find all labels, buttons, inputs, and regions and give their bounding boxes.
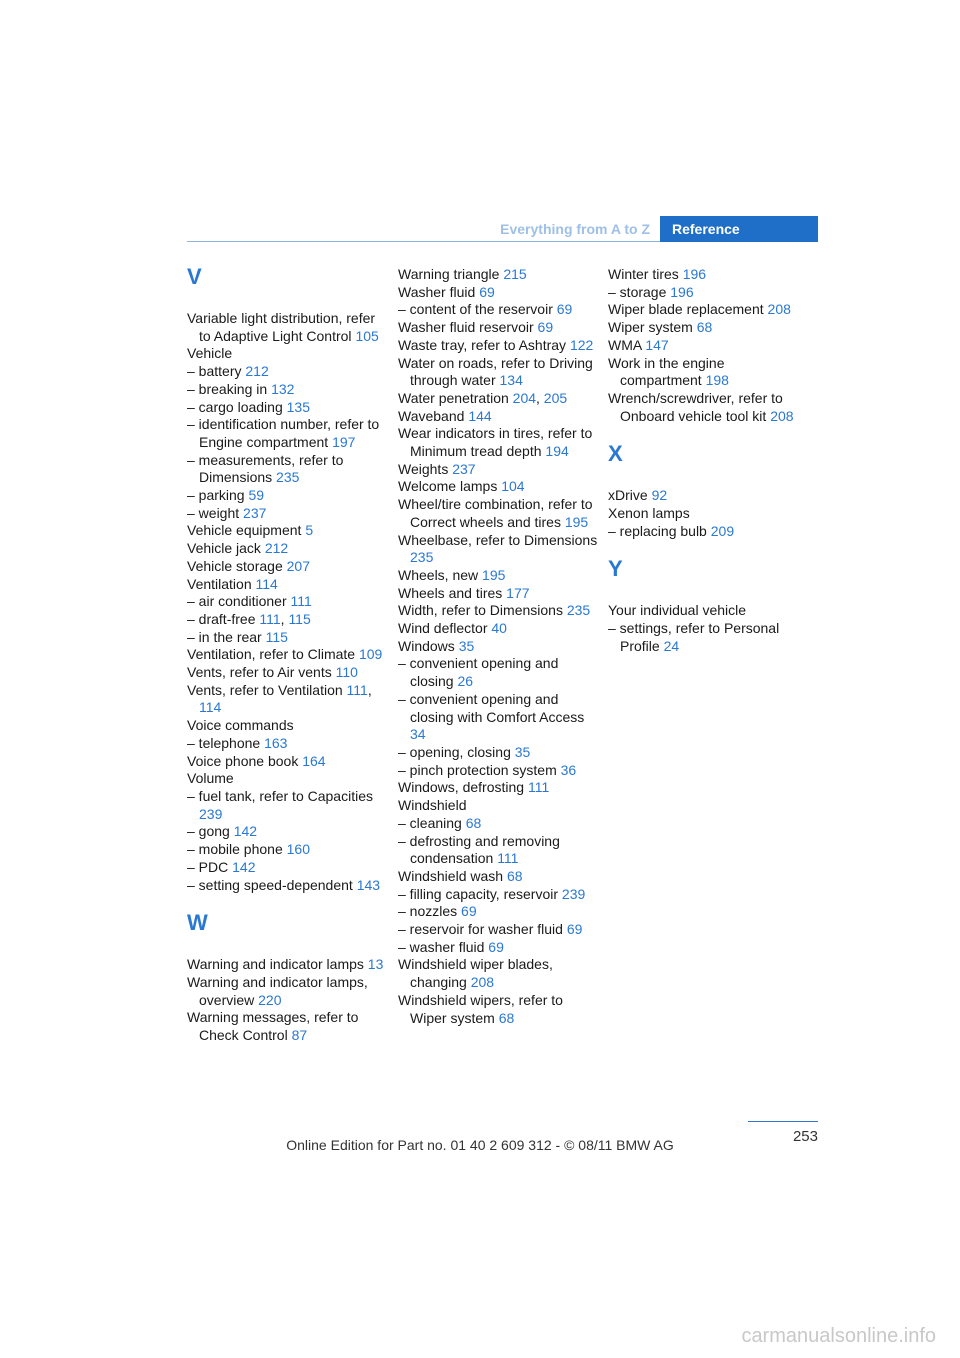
index-term: Variable light distribution, refer to Adaptive Light Control	[187, 310, 376, 344]
page-link[interactable]: 111	[290, 593, 312, 610]
index-column-2	[398, 266, 598, 1027]
watermark: carmanualsonline.info	[741, 1325, 936, 1347]
footer-rule	[748, 1121, 818, 1122]
page-link[interactable]: 26	[457, 673, 474, 690]
page-link[interactable]: 198	[705, 372, 729, 389]
page-link[interactable]: 142	[232, 858, 256, 875]
index-term: – cleaning	[398, 814, 462, 831]
index-term: Washer fluid reservoir	[398, 319, 534, 336]
index-entry	[187, 646, 387, 664]
page-link[interactable]: 220	[258, 991, 282, 1008]
index-term: Volume	[187, 770, 234, 787]
page-number: 253	[792, 1128, 818, 1145]
index-term: – defrosting and removing condensation	[398, 832, 560, 867]
index-term: – settings, refer to Personal Profile	[608, 620, 780, 654]
index-entry	[187, 593, 387, 611]
index-term: – filling capacity, reservoir	[398, 885, 559, 902]
index-term: – air conditioner	[187, 593, 287, 610]
index-term: Wheels, new	[398, 566, 479, 583]
index-entry	[398, 655, 598, 690]
page-link[interactable]: 147	[645, 336, 669, 353]
index-entry	[398, 620, 598, 638]
index-term: – convenient opening and closing with Comfort Access	[398, 690, 585, 725]
index-term: Windshield wash	[398, 867, 504, 884]
index-term: – pinch protection system	[398, 761, 557, 778]
index-term: – battery	[187, 363, 242, 380]
index-entry	[398, 797, 598, 815]
index-term: Welcome lamps	[398, 478, 498, 495]
page-link[interactable]: 208	[470, 974, 495, 991]
index-term: – telephone	[187, 734, 261, 751]
header-reference-tab: Reference	[660, 216, 818, 242]
index-term: Ventilation, refer to Climate	[187, 646, 356, 663]
index-entry	[398, 956, 598, 991]
index-entry	[398, 638, 598, 656]
index-term: – washer fluid	[398, 938, 485, 955]
index-entry	[398, 921, 598, 939]
index-entry	[187, 823, 387, 841]
index-entry	[608, 602, 808, 620]
index-entry	[398, 319, 598, 337]
page-link[interactable]: 68	[465, 814, 482, 831]
index-entry	[398, 496, 598, 531]
page-link[interactable]: 207	[286, 557, 310, 574]
page-link[interactable]: 132	[271, 380, 295, 397]
page-link[interactable]: 215	[503, 266, 527, 282]
edition-note: Online Edition for Part no. 01 40 2 609 312 - © 08/11 BMW AG	[286, 1137, 674, 1153]
index-entry	[187, 974, 387, 1009]
index-term: Windows	[398, 637, 455, 654]
page-link[interactable]: 208	[770, 407, 794, 424]
section-letter: V	[187, 264, 202, 289]
index-entry	[608, 319, 808, 337]
page-link[interactable]: 59	[248, 487, 265, 504]
index-entry	[608, 301, 808, 319]
index-entry	[187, 505, 387, 523]
index-entry	[187, 629, 387, 647]
index-term: – measurements, refer to Dimensions	[187, 451, 344, 486]
page-link[interactable]: 5	[305, 522, 314, 539]
index-term: Warning and indicator lamps	[187, 956, 364, 973]
index-entry	[187, 770, 387, 788]
index-term: Water penetration	[398, 389, 509, 406]
page-link[interactable]: 195	[482, 566, 506, 583]
page-link[interactable]: 235	[276, 469, 300, 486]
index-term: – content of the reservoir	[398, 301, 553, 318]
page-link[interactable]: 143	[356, 876, 381, 893]
index-entry	[187, 558, 387, 576]
page-link[interactable]: 194	[545, 443, 569, 460]
index-entry	[398, 992, 598, 1027]
index-term: – setting speed-dependent	[187, 876, 353, 893]
index-entry	[398, 408, 598, 426]
index-term: Width, refer to Dimensions	[398, 602, 563, 619]
page-link[interactable]: 35	[514, 743, 531, 760]
page-separator: ,	[280, 610, 285, 627]
index-term: Winter tires	[608, 266, 679, 282]
index-entry	[187, 611, 387, 629]
index-entry	[187, 345, 387, 363]
page-link[interactable]: 111	[259, 610, 281, 627]
page-link[interactable]: 36	[560, 761, 577, 778]
index-term: – opening, closing	[398, 743, 511, 760]
index-entry	[187, 381, 387, 399]
index-term: Windows, defrosting	[398, 779, 525, 796]
index-term: Warning and indicator lamps, overview	[187, 973, 368, 1008]
page-link[interactable]: 68	[498, 1009, 515, 1026]
page-link[interactable]: 212	[245, 363, 269, 380]
index-entry	[187, 399, 387, 417]
page-link[interactable]: 111	[497, 850, 519, 867]
page-link[interactable]: 111	[346, 681, 368, 698]
page-link[interactable]: 69	[488, 938, 504, 955]
index-column-1	[187, 266, 387, 1045]
page-link[interactable]: 68	[506, 867, 523, 884]
index-term: – convenient opening and closing	[398, 655, 559, 690]
page-link[interactable]: 144	[468, 407, 492, 424]
page-separator: ,	[536, 389, 540, 406]
index-entry	[398, 762, 598, 780]
index-term: – storage	[608, 283, 667, 300]
page-link[interactable]: 109	[358, 646, 383, 663]
page-link[interactable]: 35	[458, 637, 475, 654]
page-link[interactable]: 69	[537, 319, 554, 336]
index-term: Weights	[398, 460, 449, 477]
header-section-title: Everything from A to Z	[500, 221, 650, 237]
page-link[interactable]: 235	[410, 549, 434, 566]
index-entry	[398, 425, 598, 460]
index-entry	[398, 478, 598, 496]
page-link[interactable]: 160	[286, 841, 310, 858]
index-term: – weight	[187, 504, 240, 521]
index-entry	[608, 266, 808, 284]
page-link[interactable]: 69	[461, 903, 477, 920]
index-term: – nozzles	[398, 903, 458, 920]
index-term: – PDC	[187, 858, 229, 875]
index-entry	[398, 779, 598, 797]
index-term: Vehicle equipment	[187, 522, 302, 539]
page-link[interactable]: 142	[233, 823, 258, 840]
index-term: Wind deflector	[398, 620, 488, 637]
index-term: – gong	[187, 823, 230, 840]
index-entry	[187, 753, 387, 771]
section-letter: Y	[608, 556, 623, 582]
index-entry	[398, 284, 598, 302]
index-entry	[187, 363, 387, 381]
index-entry	[398, 390, 598, 408]
index-term: Vents, refer to Ventilation	[187, 681, 343, 698]
page-link[interactable]: 196	[682, 266, 707, 282]
index-entry	[608, 620, 808, 655]
index-entry	[608, 505, 808, 523]
page-link[interactable]: 164	[302, 752, 326, 769]
section-letter: W	[187, 910, 208, 936]
index-term: Warning triangle	[398, 266, 500, 282]
index-entry	[608, 284, 808, 302]
page-link[interactable]: 69	[479, 283, 495, 300]
index-entry	[398, 585, 598, 603]
index-term: Voice phone book	[187, 752, 299, 769]
page-link[interactable]: 114	[199, 699, 222, 716]
index-term: Vehicle jack	[187, 540, 261, 557]
index-term: – replacing bulb	[608, 522, 707, 539]
page-link[interactable]: 104	[501, 478, 525, 495]
index-term: Warning messages, refer to Check Control	[187, 1009, 359, 1044]
page-link[interactable]: 235	[566, 602, 591, 619]
index-term: Wear indicators in tires, refer to Minimum tread depth	[398, 425, 593, 460]
index-entry	[398, 744, 598, 762]
index-entry	[608, 523, 808, 541]
page-link[interactable]: 40	[491, 620, 507, 637]
index-entry	[398, 868, 598, 886]
index-term: WMA	[608, 336, 642, 353]
index-entry	[187, 735, 387, 753]
index-term: Wheelbase, refer to Dimensions	[398, 531, 598, 548]
index-term: Wheels and tires	[398, 584, 503, 601]
index-entry	[398, 461, 598, 479]
index-entry	[398, 691, 598, 744]
index-term: Waveband	[398, 407, 465, 424]
index-entry	[398, 567, 598, 585]
index-entry	[187, 788, 387, 823]
page-link[interactable]: 68	[696, 319, 713, 336]
index-term: Windshield	[398, 797, 467, 814]
page-link[interactable]: 205	[543, 389, 568, 406]
index-entry	[187, 717, 387, 735]
page-link[interactable]: 237	[243, 504, 267, 521]
page-link[interactable]: 212	[264, 540, 289, 557]
index-entry	[608, 487, 808, 505]
page-link[interactable]: 114	[255, 575, 278, 592]
index-entry	[187, 576, 387, 594]
index-entry	[398, 532, 598, 567]
index-term: – breaking in	[187, 380, 268, 397]
index-entry	[187, 841, 387, 859]
index-term: Voice commands	[187, 717, 294, 734]
index-term: – cargo loading	[187, 398, 283, 415]
section-letter: X	[608, 441, 623, 467]
index-entry	[187, 859, 387, 877]
index-term: – fuel tank, refer to Capacities	[187, 787, 373, 804]
index-entry	[187, 877, 387, 895]
index-column-3	[608, 266, 808, 656]
index-term: Vehicle	[187, 345, 233, 362]
index-entry	[187, 416, 387, 451]
index-term: Wiper blade replacement	[608, 301, 764, 318]
page-link[interactable]: 92	[651, 487, 668, 504]
index-term: – in the rear	[187, 628, 262, 645]
index-term: Wrench/screwdriver, refer to Onboard vehicle tool kit	[608, 389, 783, 424]
index-entry	[187, 664, 387, 682]
page-link[interactable]: 177	[506, 584, 530, 601]
index-entry	[187, 1009, 387, 1044]
index-entry	[187, 452, 387, 487]
page-link[interactable]: 135	[286, 398, 310, 415]
page-separator: ,	[367, 681, 372, 698]
index-term: Vehicle storage	[187, 557, 283, 574]
index-term: Your individual vehicle	[608, 602, 747, 619]
index-term: Windshield wipers, refer to Wiper system	[398, 991, 563, 1026]
page-link[interactable]: 13	[367, 956, 384, 973]
index-term: Wiper system	[608, 319, 693, 336]
index-term: – draft-free	[187, 610, 256, 627]
page-link[interactable]: 239	[199, 805, 223, 822]
index-term: Xenon lamps	[608, 505, 690, 522]
page-link[interactable]: 115	[288, 610, 311, 627]
page-link[interactable]: 204	[512, 389, 537, 406]
index-entry	[187, 310, 387, 345]
page-link[interactable]: 197	[332, 433, 356, 450]
index-entry	[187, 956, 387, 974]
index-term: Work in the engine compartment	[608, 354, 725, 389]
index-entry	[398, 266, 598, 284]
page-link[interactable]: 134	[499, 372, 523, 389]
index-term: Ventilation	[187, 575, 252, 592]
index-term: Wheel/tire combination, refer to Correct wheels and tires	[398, 496, 593, 530]
index-term: – mobile phone	[187, 841, 283, 858]
page-link[interactable]: 239	[561, 885, 586, 902]
index-entry	[398, 337, 598, 355]
index-term: – reservoir for washer fluid	[398, 921, 563, 938]
index-entry	[608, 355, 808, 390]
index-entry	[187, 522, 387, 540]
page-link[interactable]: 209	[710, 522, 735, 539]
page-link[interactable]: 111	[527, 779, 550, 796]
index-entry	[398, 939, 598, 957]
index-term: Vents, refer to Air vents	[187, 664, 332, 681]
index-entry	[398, 903, 598, 921]
index-entry	[398, 833, 598, 868]
index-entry	[398, 886, 598, 904]
index-entry	[187, 682, 387, 717]
page-link[interactable]: 110	[335, 664, 358, 681]
index-entry	[187, 540, 387, 558]
index-term: Waste tray, refer to Ashtray	[398, 336, 567, 353]
index-term: – identification number, refer to Engine compartment	[187, 416, 380, 450]
page-link[interactable]: 208	[767, 301, 791, 318]
index-entry	[398, 815, 598, 833]
index-entry	[608, 337, 808, 355]
index-term: – parking	[187, 487, 245, 504]
index-term: Washer fluid	[398, 283, 476, 300]
page-link[interactable]: 87	[291, 1027, 308, 1044]
index-term: Windshield wiper blades, changing	[398, 956, 553, 991]
page-link[interactable]: 24	[663, 637, 680, 654]
page-link[interactable]: 195	[564, 513, 589, 530]
page-link[interactable]: 196	[670, 283, 694, 300]
index-entry	[398, 301, 598, 319]
page-link[interactable]: 105	[355, 327, 379, 344]
page-link[interactable]: 69	[566, 921, 583, 938]
page-link[interactable]: 237	[452, 460, 476, 477]
page-link[interactable]: 34	[410, 726, 426, 743]
page-link[interactable]: 122	[569, 336, 594, 353]
index-entry	[398, 602, 598, 620]
index-entry	[608, 390, 808, 425]
page-link[interactable]: 69	[556, 301, 573, 318]
index-term: Water on roads, refer to Driving through water	[398, 354, 593, 389]
page-link[interactable]: 163	[264, 734, 288, 751]
index-entry	[187, 487, 387, 505]
index-term: xDrive	[608, 487, 648, 504]
page-link[interactable]: 115	[265, 628, 288, 645]
index-entry	[398, 355, 598, 390]
